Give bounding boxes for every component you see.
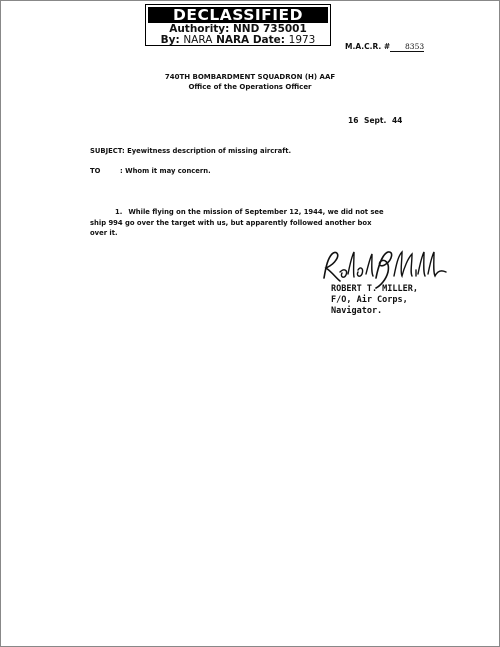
stamp-title: DECLASSIFIED xyxy=(148,7,328,23)
to-line xyxy=(90,167,211,175)
macr-label: M.A.C.R. # xyxy=(345,42,391,51)
paragraph-line-2: ship 994 go over the target with us, but apparently followed another box xyxy=(90,218,372,227)
signer-name: ROBERT T. MILLER, xyxy=(331,284,418,294)
stamp-date-value: 1973 xyxy=(288,34,316,46)
stamp-by-label: By: xyxy=(160,34,180,46)
to-value: : Whom it may concern. xyxy=(120,167,211,175)
subject-line: SUBJECT: Eyewitness description of missing aircraft. xyxy=(90,147,292,155)
macr-reference xyxy=(345,42,424,52)
signature-block xyxy=(331,284,418,317)
macr-number: 8353 xyxy=(390,42,424,52)
declassified-stamp xyxy=(145,4,331,46)
paragraph-line-1-text: While flying on the mission of September 12, 1944, we did not see xyxy=(128,208,384,216)
paragraph-line-3: over it. xyxy=(90,229,118,237)
to-label: TO xyxy=(90,167,101,175)
paragraph-number: 1. xyxy=(115,208,123,216)
stamp-authority: Authority: NND 735001 xyxy=(169,23,307,35)
signer-role: Navigator. xyxy=(331,306,383,316)
stamp-by-line xyxy=(146,35,330,46)
body-paragraph xyxy=(90,207,390,239)
stamp-date-label: NARA Date: xyxy=(216,34,285,46)
signer-rank: F/O, Air Corps, xyxy=(331,295,408,305)
office-heading: Office of the Operations Officer xyxy=(188,83,312,91)
stamp-by-value: NARA xyxy=(183,34,213,46)
paragraph-line-1 xyxy=(90,207,390,218)
document-date: 16 Sept. 44 xyxy=(348,116,403,125)
unit-heading: 740TH BOMBARDMENT SQUADRON (H) AAF xyxy=(164,73,336,81)
